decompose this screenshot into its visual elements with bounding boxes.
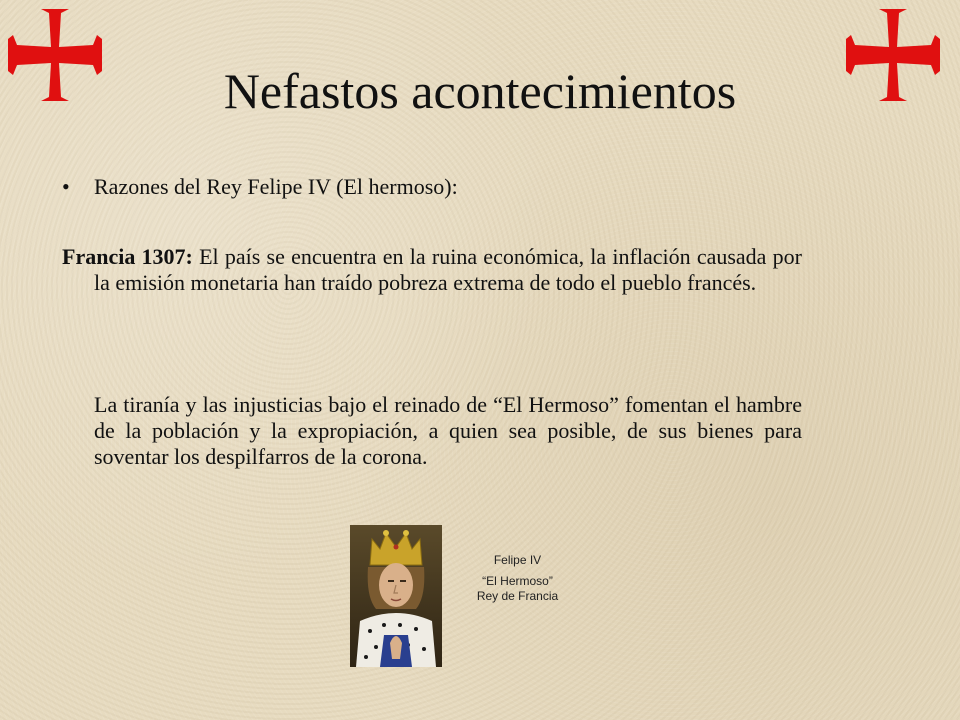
paragraph-label: Francia 1307: — [62, 244, 193, 269]
portrait-caption — [455, 553, 580, 604]
caption-nickname: “El Hermoso” — [482, 574, 553, 588]
slide-title: Nefastos acontecimientos — [223, 63, 737, 119]
paragraph-tirania: La tiranía y las injusticias bajo el reinado de “El Hermoso” fomentan el hambre de la población y la expropiación, a quien sea posible, de sus bienes para soventar los despilfarros de la corona. — [94, 392, 802, 469]
caption-title: Rey de Francia — [476, 589, 559, 603]
bullet-item — [62, 172, 458, 202]
king-portrait-icon — [350, 525, 442, 667]
paragraph-francia-1307 — [62, 244, 802, 296]
caption-name: Felipe IV — [493, 553, 542, 567]
paragraph-body: El país se encuentra en la ruina económica, la inflación causada por la emisión monetaria han traído pobreza extrema de todo el pueblo francés. — [94, 244, 802, 295]
bullet-text: Razones del Rey Felipe IV (El hermoso): — [94, 174, 458, 199]
bullet-icon: • — [62, 174, 70, 199]
